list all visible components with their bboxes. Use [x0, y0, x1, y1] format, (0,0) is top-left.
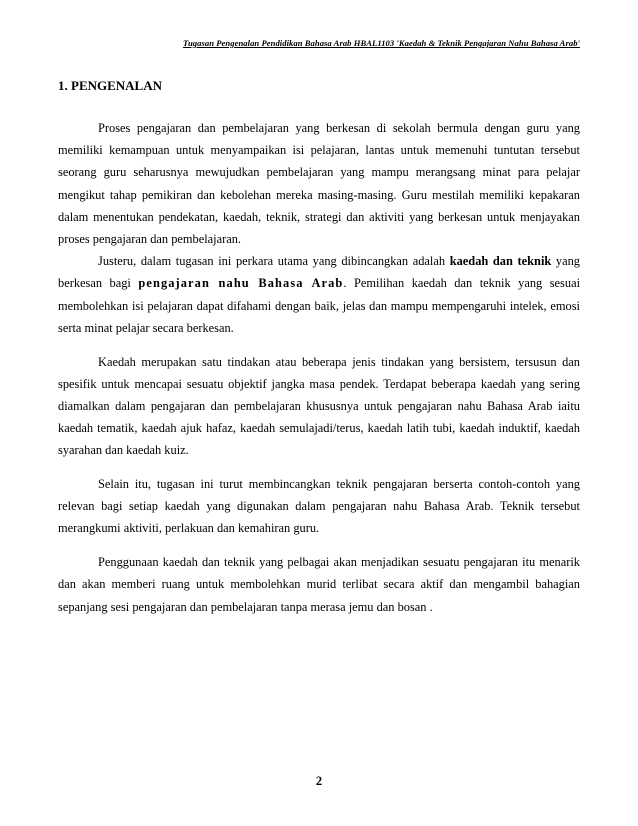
paragraph-2-text: yang berkesan bagi — [58, 254, 581, 291]
paragraph-4: Selain itu, tugasan ini turut membincangkan teknik pengajaran berserta contoh-contoh yang relevan bagi setiap kaedah yang digunakan dalam pengajaran nahu Bahasa Arab. Teknik tersebut merangkumi aktiviti, perlakuan dan kemahiran guru. — [58, 477, 580, 536]
running-header: Tugasan Pengenalan Pendidikan Bahasa Arab HBAL1103 'Kaedah & Teknik Pengajaran Nahu Bahasa Arab' — [182, 38, 580, 48]
paragraph-2 — [58, 250, 580, 339]
page-number: 2 — [315, 774, 323, 788]
paragraph-3: Kaedah merupakan satu tindakan atau beberapa jenis tindakan yang bersistem, tersusun dan spesifik untuk mencapai sesuatu objektif jangka masa pendek. Terdapat beberapa kaedah yang sering diamalkan dalam pengajaran dan pembelajaran khususnya untuk pengajaran nahu Bahasa Arab iaitu kaedah tematik, kaedah ajuk hafaz, kaedah semulajadi/terus, kaedah latih tubi, kaedah induktif, kaedah syarahan dan kaedah kuiz. — [58, 354, 580, 458]
body-text — [58, 117, 580, 618]
paragraph-5: Penggunaan kaedah dan teknik yang pelbagai akan menjadikan sesuatu pengajaran itu menarik dan akan memberi ruang untuk membolehkan murid terlibat secara aktif dan mengambil bahagian sepanjang sesi pengajaran dan pembelajaran tanpa merasa jemu dan bosan . — [58, 555, 580, 614]
bold-phrase-pengajaran-nahu: pengajaran nahu Bahasa Arab — [138, 276, 344, 291]
section-heading: 1. PENGENALAN — [58, 78, 163, 93]
paragraph-2-text: Justeru, dalam tugasan ini perkara utama yang dibincangkan adalah — [98, 254, 450, 269]
bold-phrase-kaedah-teknik: kaedah dan teknik — [449, 254, 552, 269]
paragraph-1: Proses pengajaran dan pembelajaran yang berkesan di sekolah bermula dengan guru yang memiliki kemampuan untuk menyampaikan isi pelajaran, lantas untuk memenuhi tuntutan tersebut seorang guru seharusnya mewujudkan pembelajaran yang mampu merangsang minat para pelajar mengikut tahap pemikiran dan kebolehan mereka masing-masing. Guru mestilah memiliki kepakaran dalam menentukan pendekatan, kaedah, teknik, strategi dan aktiviti yang berkesan untuk menjayakan proses pengajaran dan pembelajaran. — [58, 121, 580, 247]
paragraph-2-text: . Pemilihan kaedah dan teknik yang sesuai membolehkan isi pelajaran dapat difahami dengan baik, jelas dan mampu mempengaruhi intelek, emosi serta minat pelajar secara berkesan. — [58, 276, 581, 335]
